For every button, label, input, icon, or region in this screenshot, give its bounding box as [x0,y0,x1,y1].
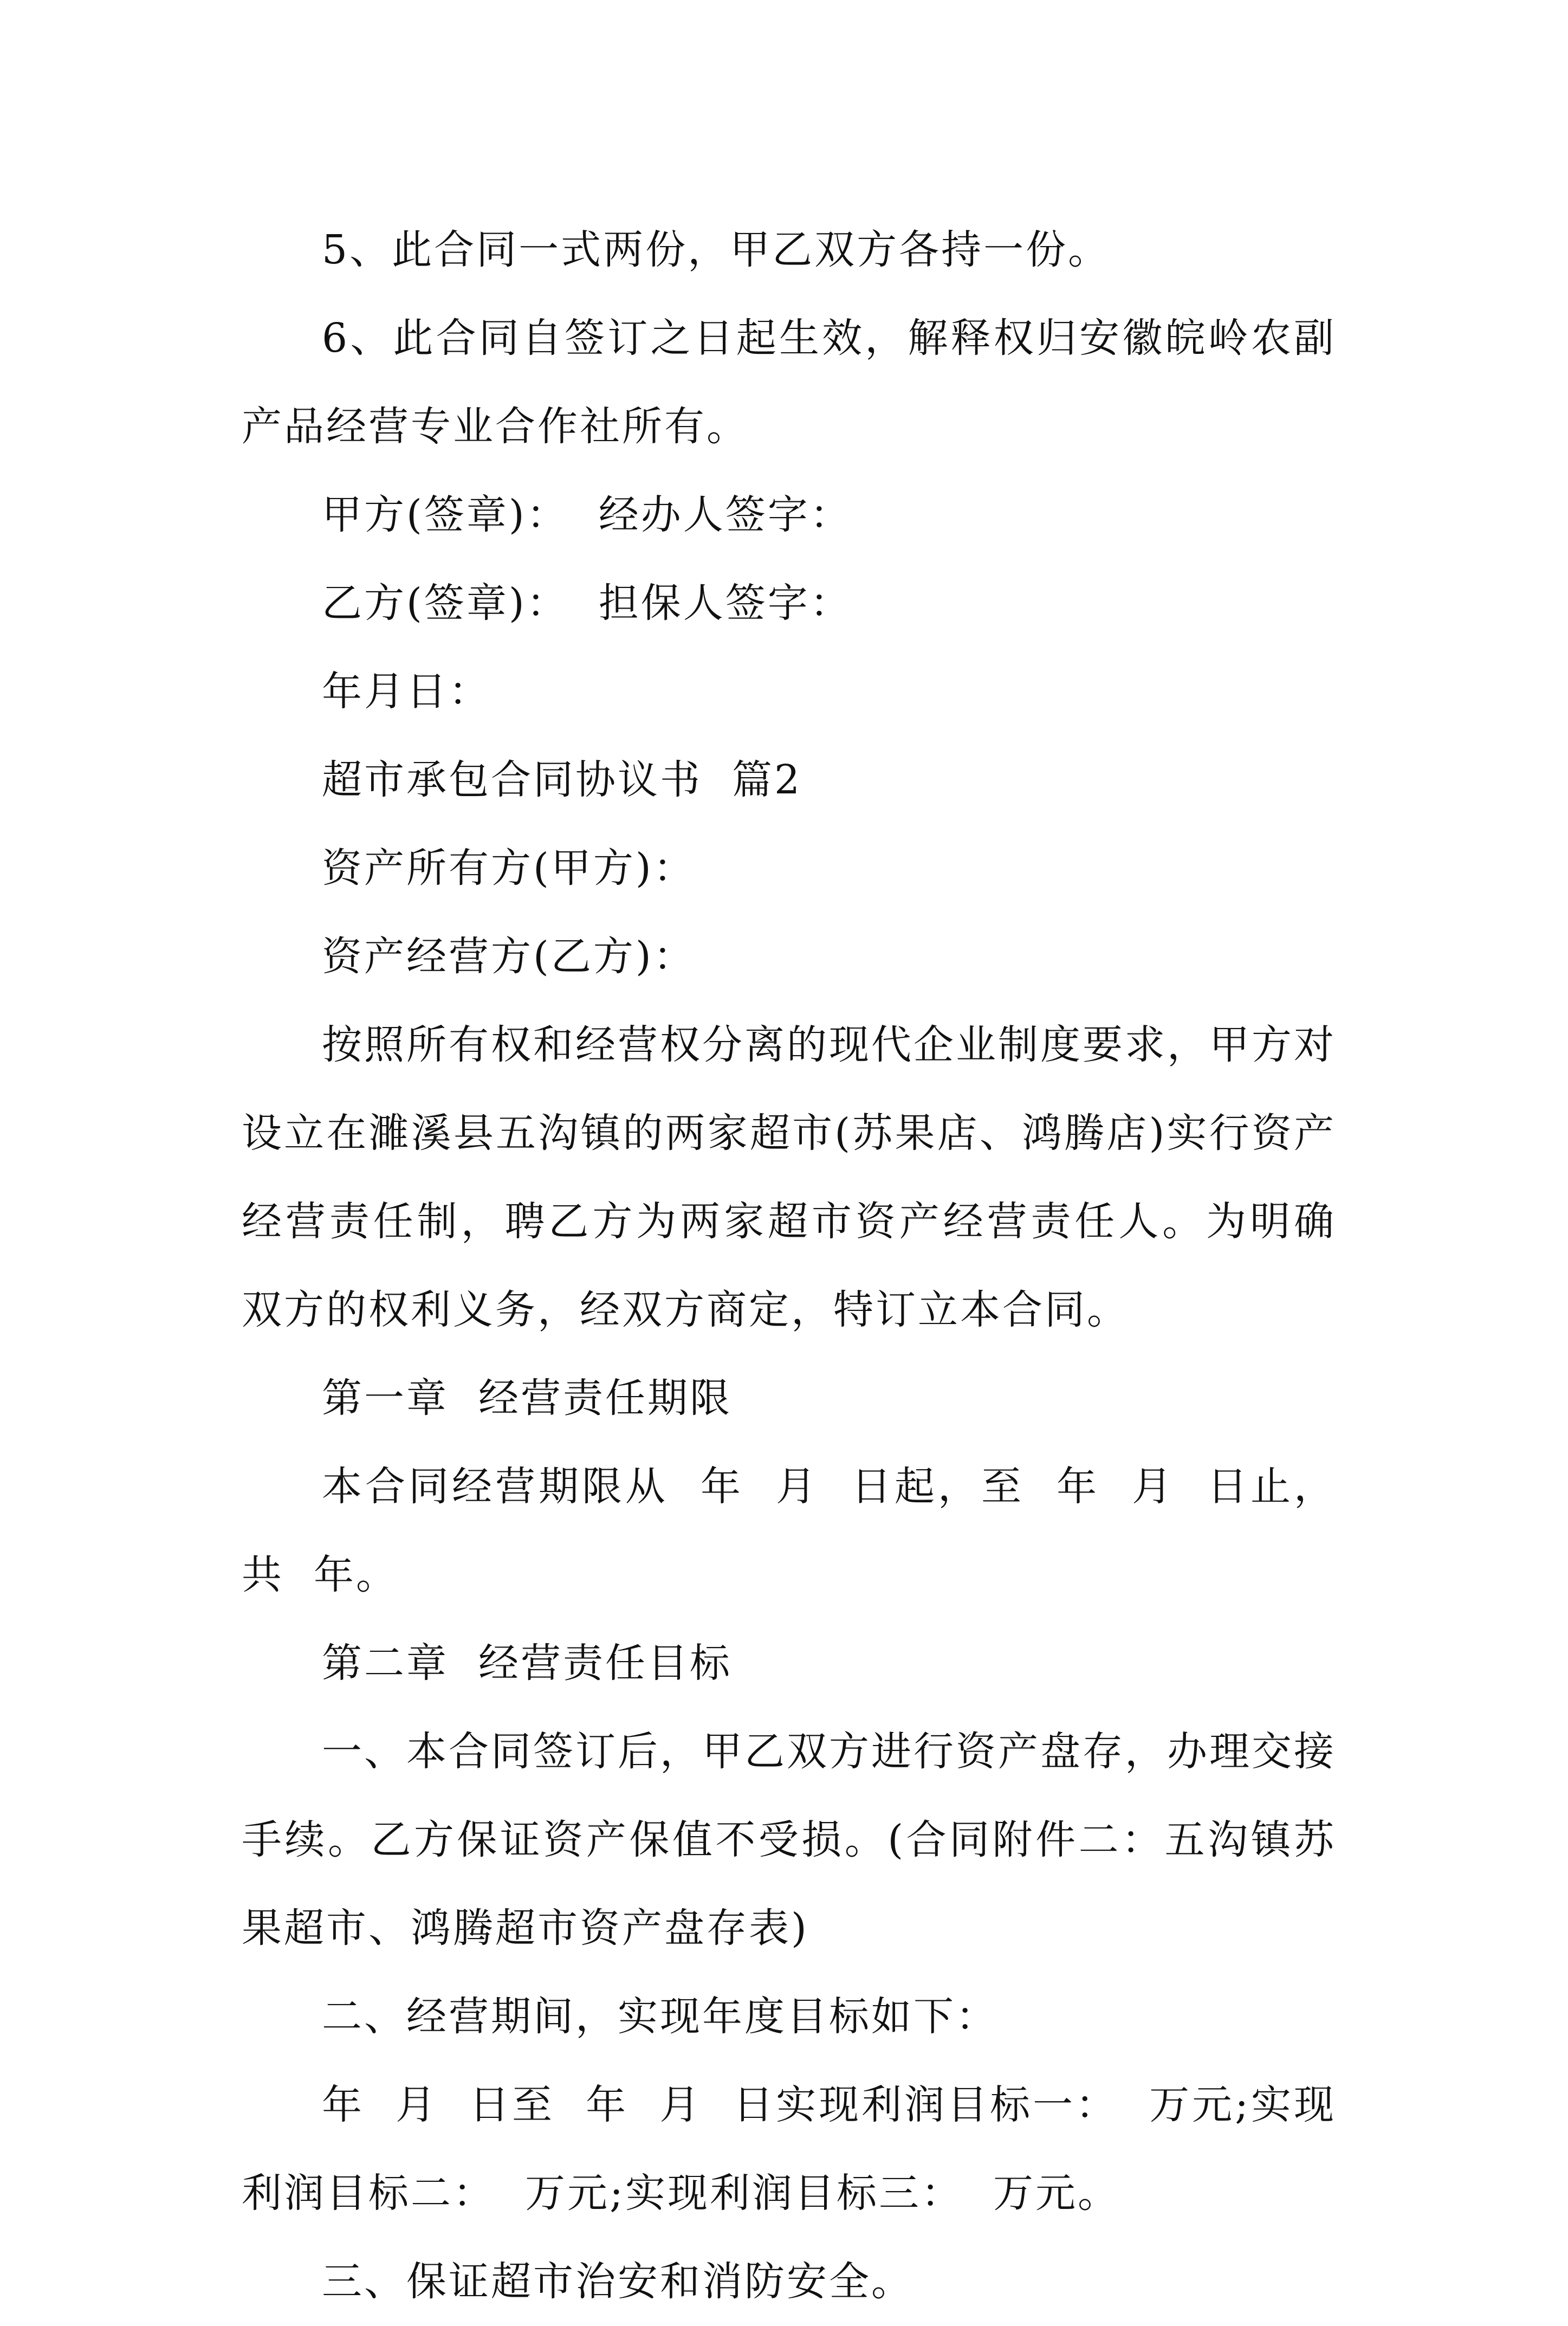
asset-operator-line: 资产经营方(乙方)： [322,933,696,980]
document-body [242,206,1336,2326]
asset-owner-line: 资产所有方(甲方)： [322,845,696,891]
preamble-paragraph: 按照所有权和经营权分离的现代企业制度要求，甲方对设立在濉溪县五沟镇的两家超市(苏果店、鸿腾店)实行资产经营责任制，聘乙方为两家超市资产经营责任人。为明确双方的权利义务，经双方商定，特订立本合同。 [242,1022,1336,1333]
signature-party-b: 乙方(签章)： 担保人签字： [322,580,852,626]
clause-inventory: 一、本合同签订后，甲乙双方进行资产盘存，办理交接手续。乙方保证资产保值不受损。(合同附件二：五沟镇苏果超市、鸿腾超市资产盘存表) [242,1728,1336,1952]
signature-date: 年月日： [322,668,491,715]
profit-targets-paragraph: 年 月 日至 年 月 日实现利润目标一： 万元;实现利润目标二： 万元;实现利润目标三： 万元。 [242,2082,1336,2217]
clause-copies: 5、此合同一式两份，甲乙双方各持一份。 [322,227,1111,273]
chapter-2-heading: 第二章 经营责任目标 [322,1640,733,1687]
clause-annual-targets: 二、经营期间，实现年度目标如下： [322,1993,998,2040]
section-title: 超市承包合同协议书 篇2 [322,757,802,803]
clause-safety: 三、保证超市治安和消防安全。 [322,2258,913,2305]
term-period-paragraph: 本合同经营期限从 年 月 日起，至 年 月 日止，共 年。 [242,1463,1336,1598]
clause-effective-date: 6、此合同自签订之日起生效，解释权归安徽皖岭农副产品经营专业合作社所有。 [242,315,1336,450]
chapter-1-heading: 第一章 经营责任期限 [322,1375,733,1422]
signature-party-a: 甲方(签章)： 经办人签字： [322,492,852,538]
